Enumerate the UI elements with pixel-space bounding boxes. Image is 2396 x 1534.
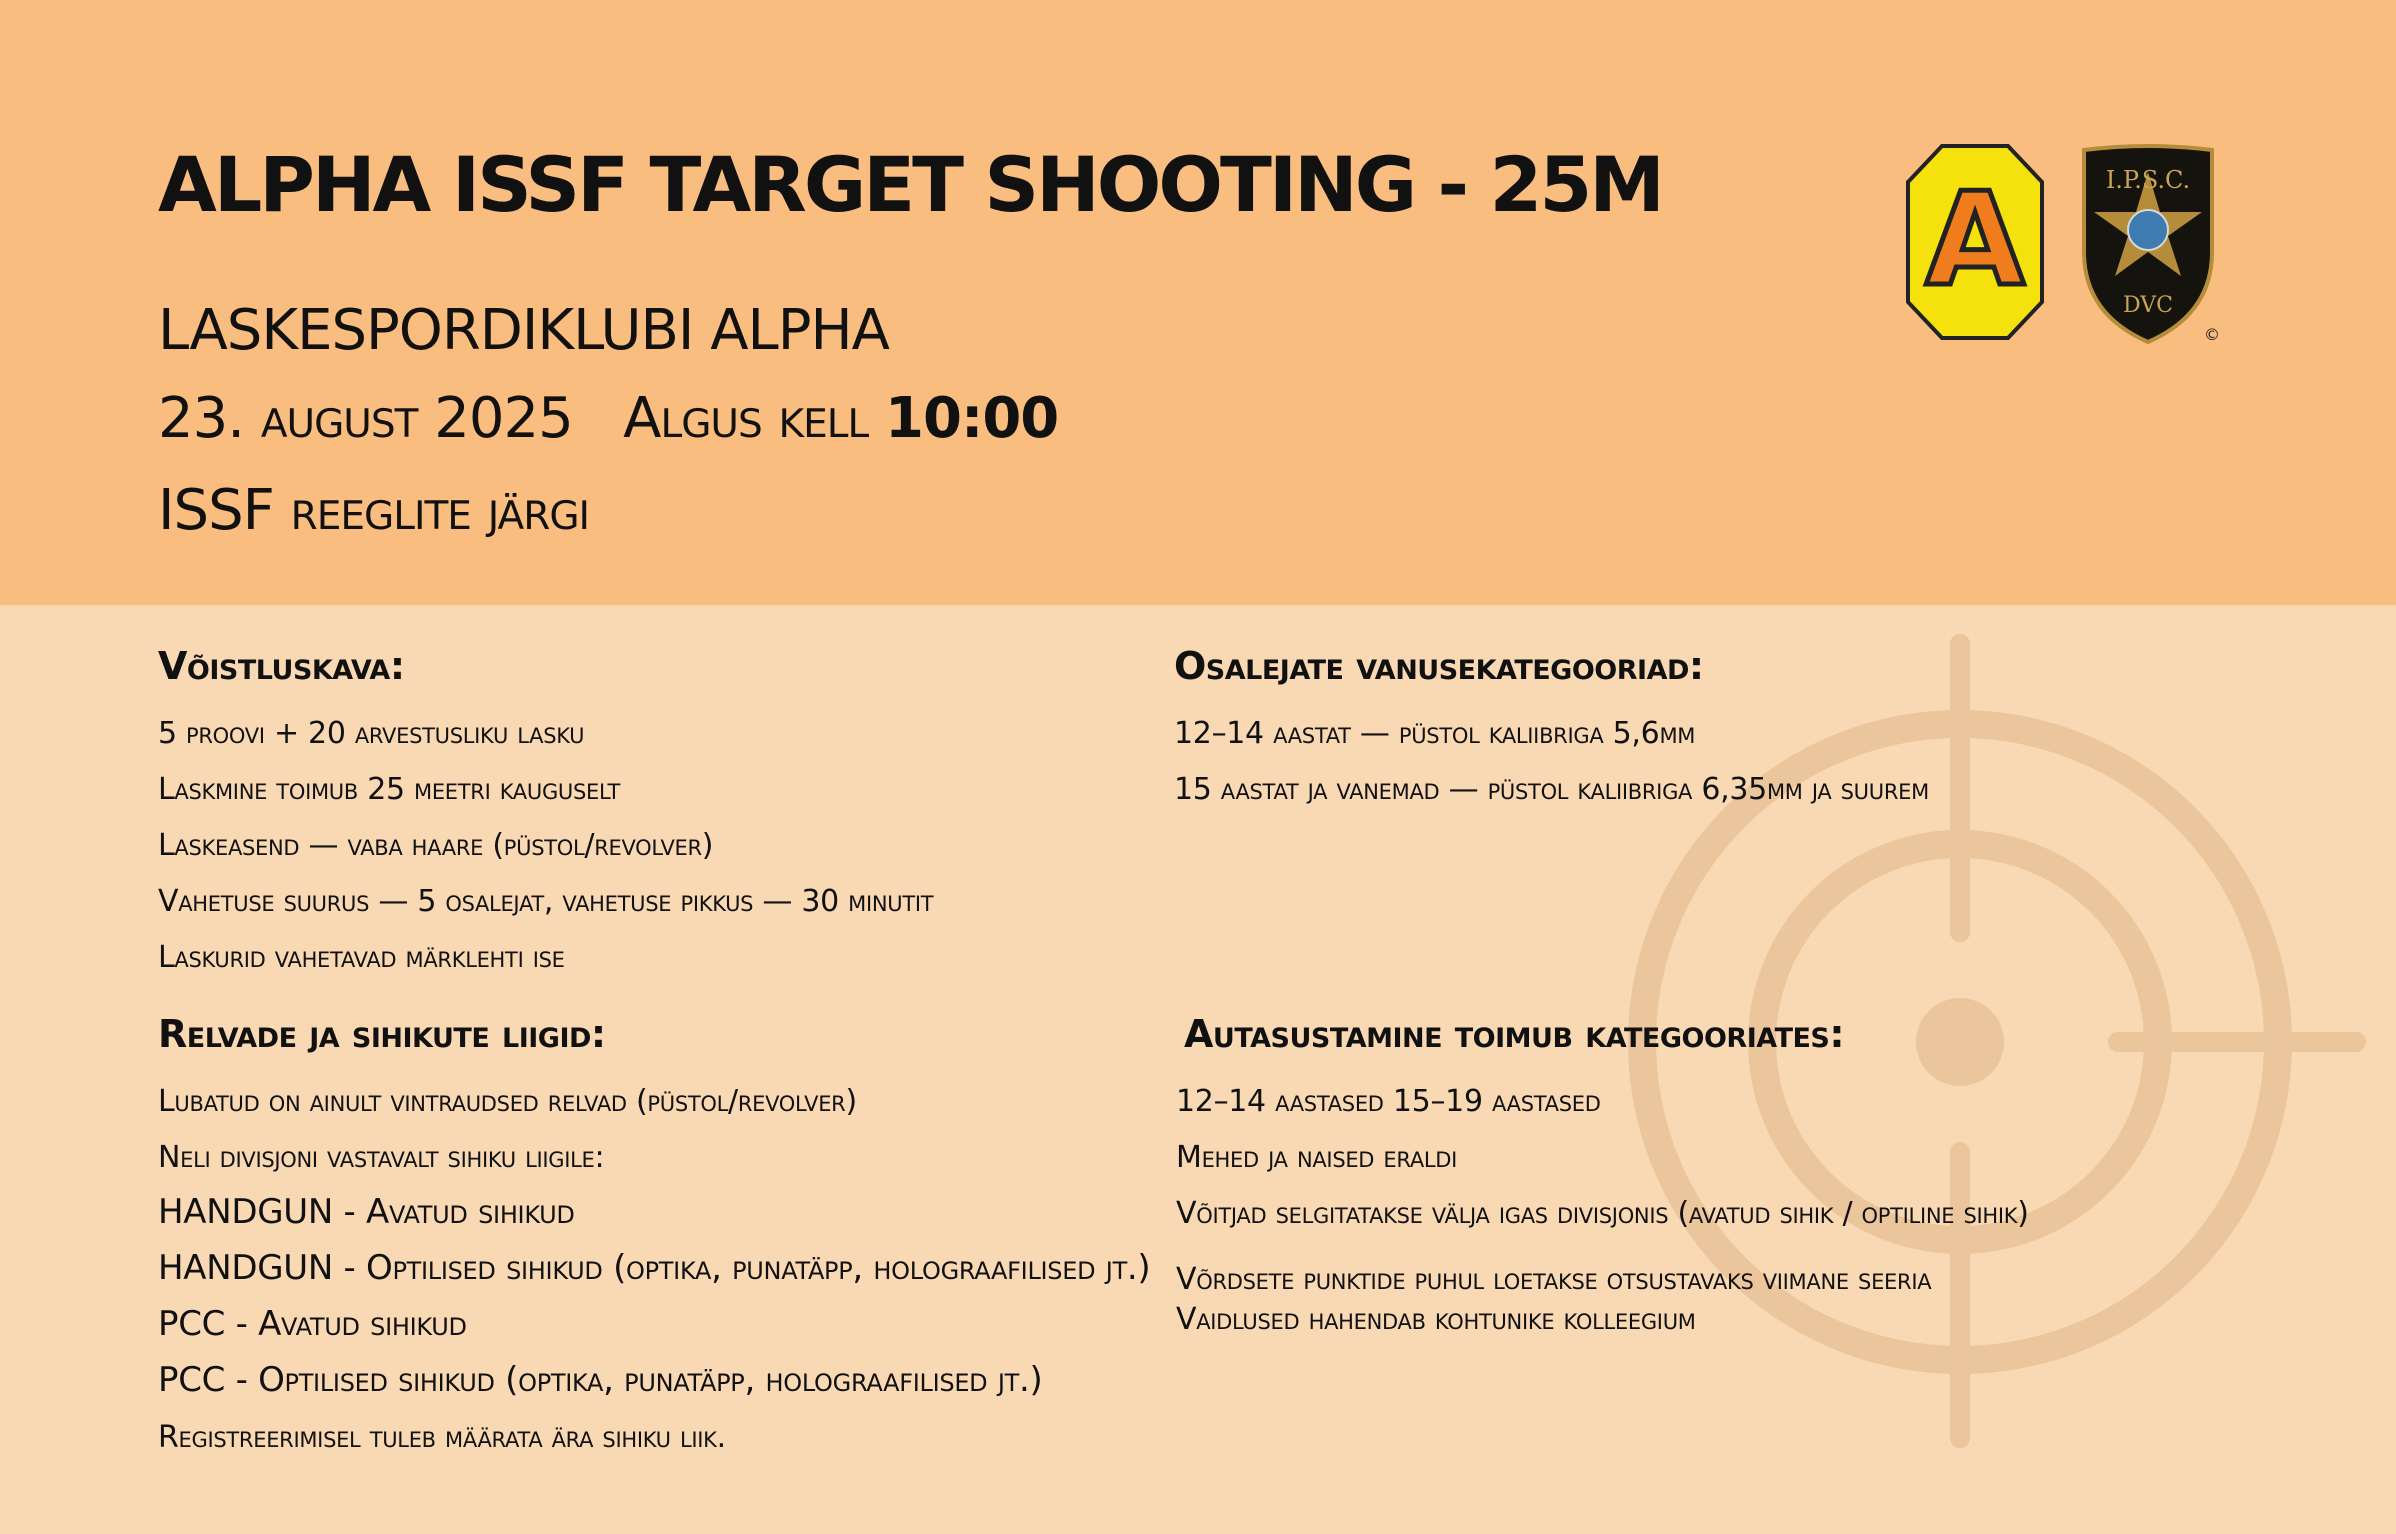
age-category-item: 12–14 aastat — püstol kaliibriga 5,6mm xyxy=(1174,716,1696,751)
schedule-item: Laskmine toimub 25 meetri kauguselt xyxy=(158,772,621,807)
weapons-heading: Relvade ja sihikute liigid: xyxy=(158,1012,606,1056)
schedule-item: Laskurid vahetavad märklehti ise xyxy=(158,940,565,975)
age-categories-heading: Osalejate vanusekategooriad: xyxy=(1174,644,1704,688)
schedule-item: Laskeasend — vaba haare (püstol/revolver) xyxy=(158,828,714,863)
weapons-item: PCC - Optilised sihikud (optika, punatäpp, holograafilised jt.) xyxy=(158,1360,1043,1400)
alpha-logo-icon xyxy=(1908,146,2042,338)
schedule-item: 5 proovi + 20 arvestusliku lasku xyxy=(158,716,585,751)
weapons-item: HANDGUN - Avatud sihikud xyxy=(158,1192,575,1232)
awards-item: Võrdsete punktide puhul loetakse otsustavaks viimane seeria xyxy=(1176,1262,1932,1297)
ipsc-logo-icon xyxy=(2084,146,2212,342)
copyright-mark: © xyxy=(2204,325,2220,344)
date-text: 23. august 2025 xyxy=(158,386,573,451)
weapons-item: Neli divisjoni vastavalt sihiku liigile: xyxy=(158,1140,605,1175)
start-label: Algus kell xyxy=(623,386,869,451)
schedule-item: Vahetuse suurus — 5 osalejat, vahetuse pikkus — 30 minutit xyxy=(158,884,934,919)
awards-heading: Autasustamine toimub kategooriates: xyxy=(1184,1012,1845,1056)
weapons-item: Registreerimisel tuleb määrata ära sihiku liik. xyxy=(158,1420,726,1455)
weapons-item: Lubatud on ainult vintraudsed relvad (püstol/revolver) xyxy=(158,1084,857,1119)
schedule-heading: Võistluskava: xyxy=(158,644,405,688)
event-date xyxy=(158,386,1058,451)
awards-item: Võitjad selgitatakse välja igas divisjonis (avatud sihik / optiline sihik) xyxy=(1176,1196,2029,1231)
age-category-item: 15 aastat ja vanemad — püstol kaliibriga 6,35mm ja suurem xyxy=(1174,772,1929,807)
awards-item: Mehed ja naised eraldi xyxy=(1176,1140,1458,1175)
weapons-item: PCC - Avatud sihikud xyxy=(158,1304,467,1344)
club-name: LASKESPORDIKLUBI ALPHA xyxy=(158,298,889,363)
ipsc-motto: DVC xyxy=(2123,293,2173,318)
alpha-logo-letter: A xyxy=(1925,166,2025,315)
awards-item: Vaidlused hahendab kohtunike kolleegium xyxy=(1176,1302,1696,1337)
rules-text: ISSF reeglite järgi xyxy=(158,478,590,543)
logos xyxy=(1886,142,2246,352)
start-time: 10:00 xyxy=(885,386,1059,451)
weapons-item: HANDGUN - Optilised sihikud (optika, punatäpp, holograafilised jt.) xyxy=(158,1248,1151,1288)
page-title: ALPHA ISSF TARGET SHOOTING - 25M xyxy=(158,140,1662,229)
ipsc-text: I.P.S.C. xyxy=(2105,166,2191,194)
awards-item: 12–14 aastased 15–19 aastased xyxy=(1176,1084,1601,1119)
